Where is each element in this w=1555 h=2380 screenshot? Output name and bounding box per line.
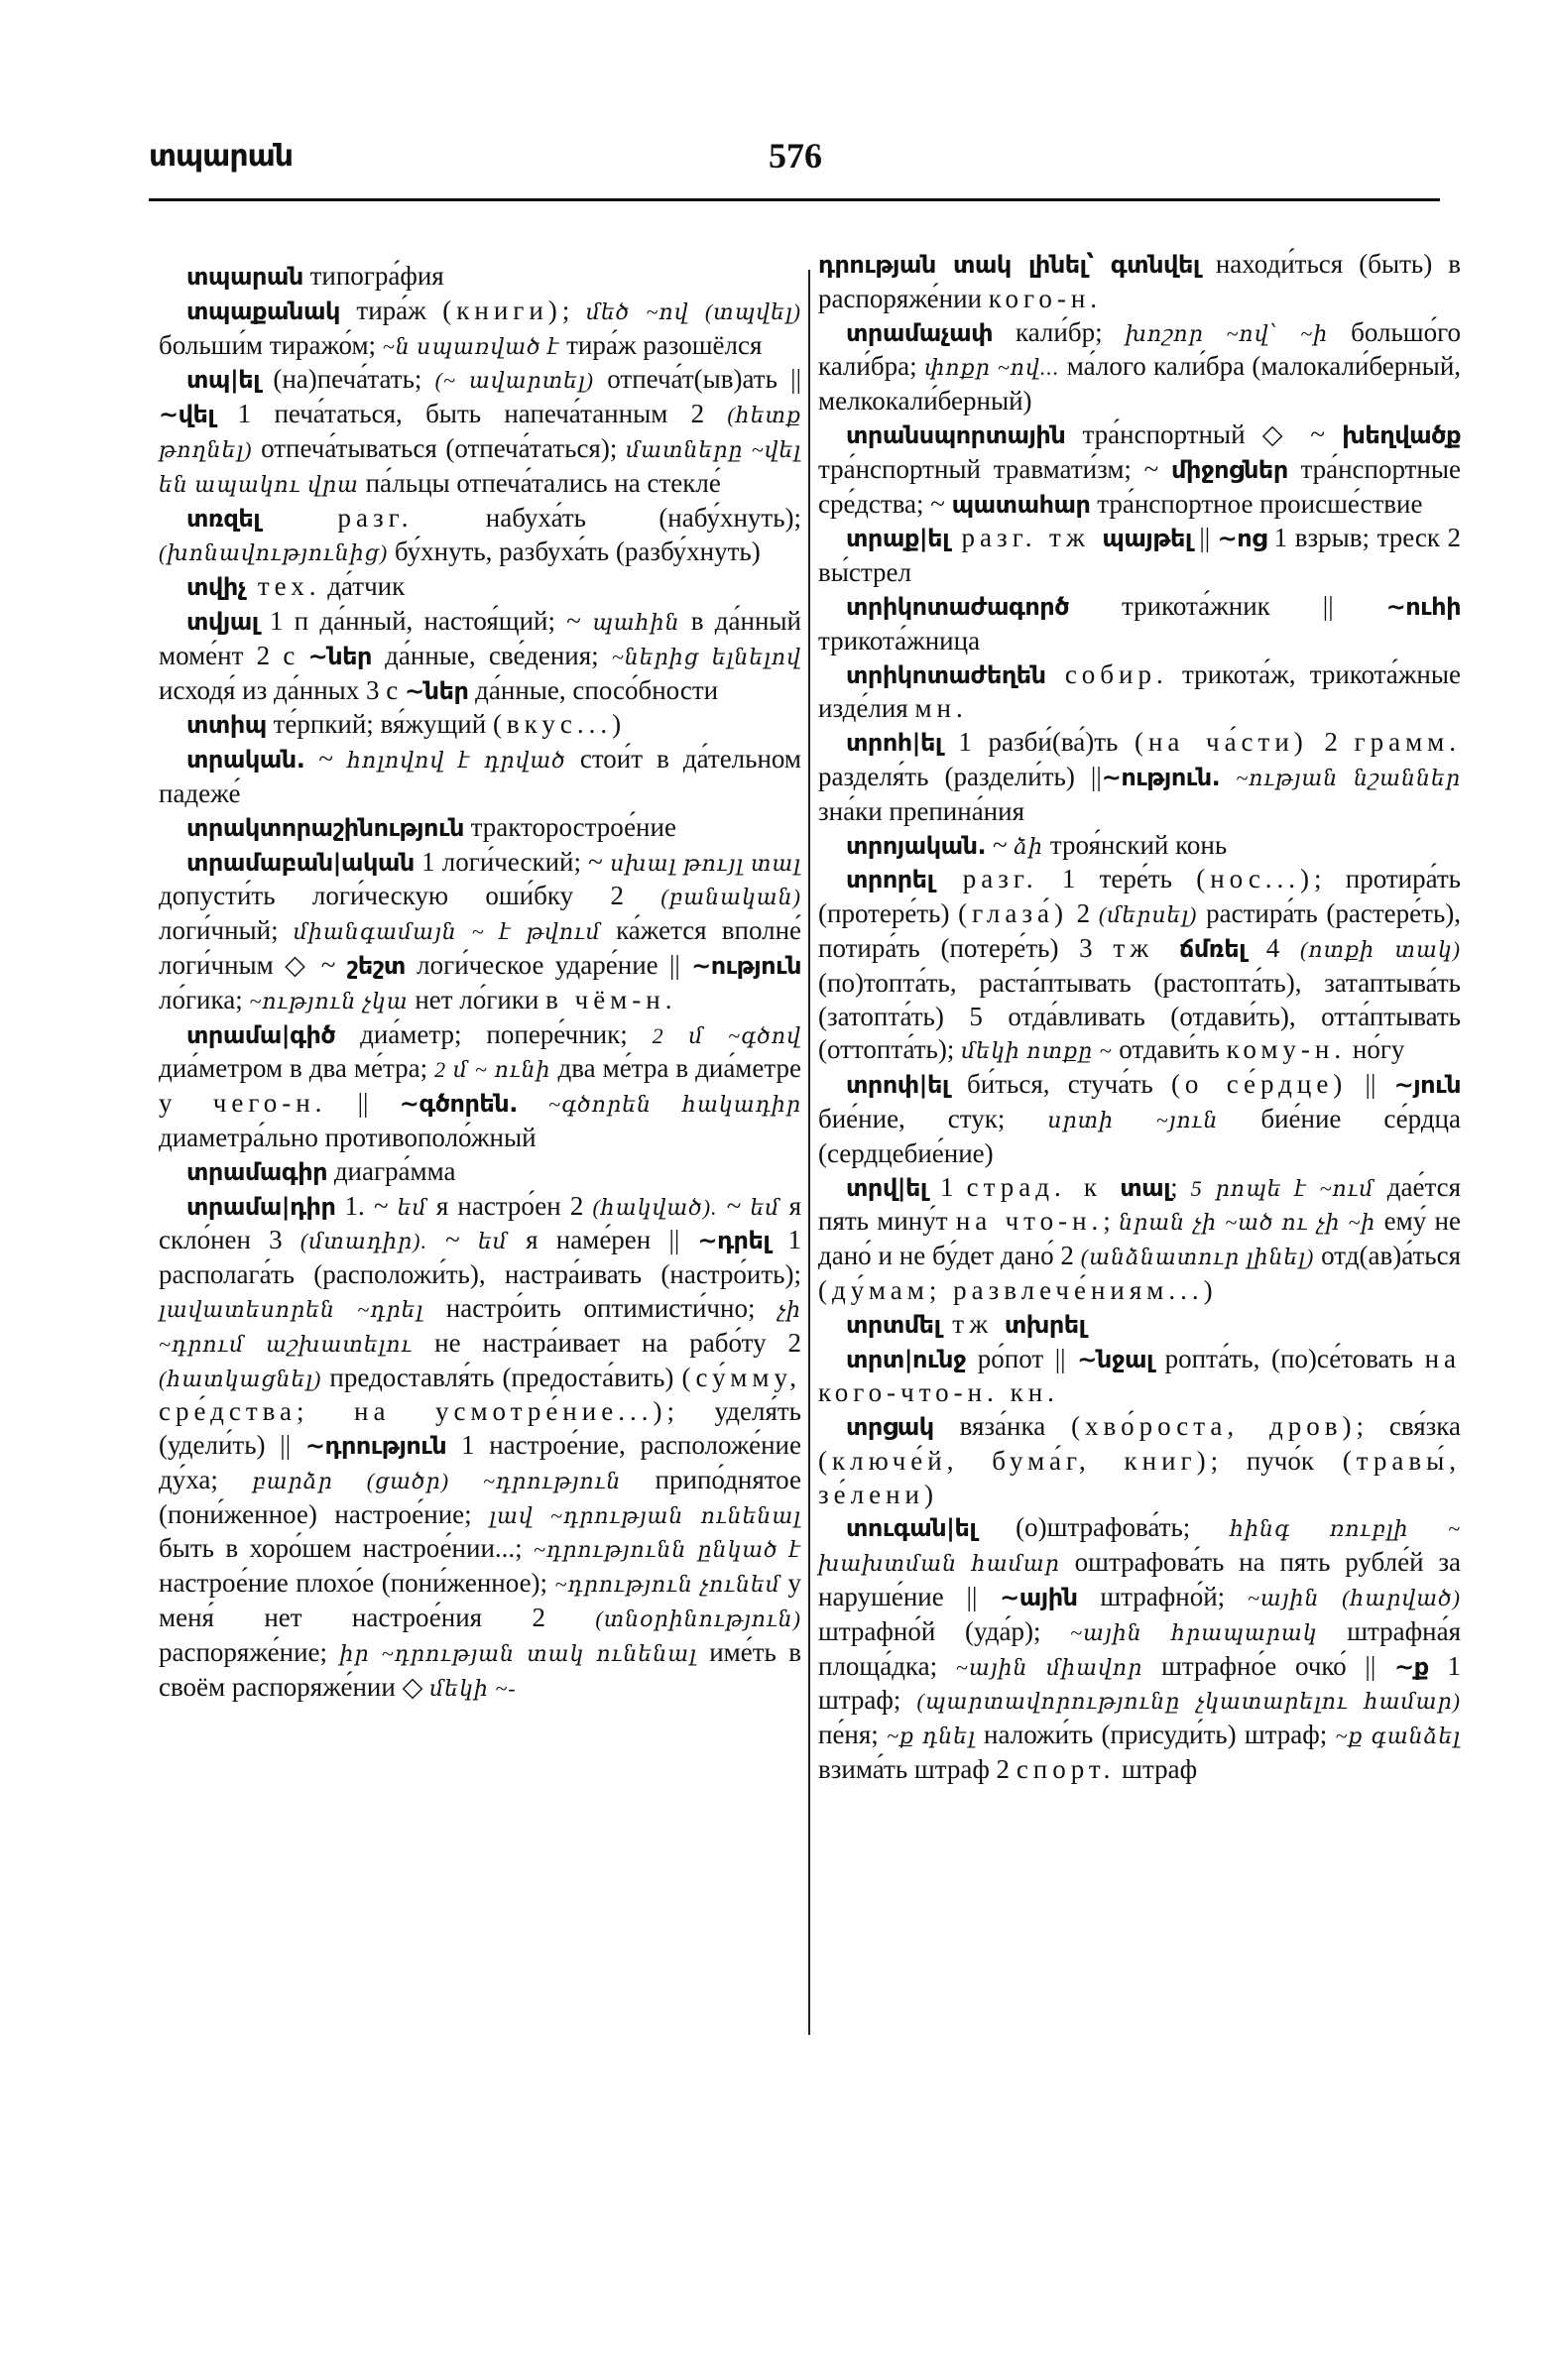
translation-text: нет ло́гики bbox=[408, 984, 546, 1014]
armenian-example: մատները ~վել են ապակու վրա bbox=[159, 436, 802, 497]
translation-text: трикота́жник || bbox=[1069, 590, 1386, 621]
translation-text: (на)печа́тать; bbox=[260, 364, 435, 395]
dictionary-entry bbox=[159, 502, 801, 571]
headword: ~ներ bbox=[405, 676, 469, 705]
headword: շեշտ bbox=[346, 951, 406, 980]
headword: ~նջալ bbox=[1077, 1345, 1153, 1373]
armenian-example: սխալ թույլ տալ bbox=[610, 850, 801, 876]
translation-text: ; свя́зка bbox=[1356, 1411, 1462, 1442]
headword: ~գծորեն. bbox=[399, 1090, 518, 1119]
translation-text: стои́т в да́тельном падеже́ bbox=[159, 744, 801, 808]
translation-text: припо́днятое (пони́женное) настрое́ние; bbox=[159, 1464, 801, 1529]
translation-text: дае́тся пять мину́т bbox=[818, 1171, 1461, 1237]
headword: տրամա|գիծ bbox=[186, 1020, 336, 1049]
translation-text: (су́мму, сре́дства; на усмотре́ние...) bbox=[159, 1362, 801, 1427]
armenian-example: իր ~դրության տակ ունենալ bbox=[339, 1640, 697, 1666]
translation-text: (ду́мам; развлече́ниям...) bbox=[818, 1274, 1218, 1305]
dictionary-entry bbox=[159, 570, 801, 605]
headword: տրվ|ել bbox=[846, 1173, 927, 1202]
dictionary-entry bbox=[818, 1068, 1461, 1170]
translation-text: да́тчик bbox=[320, 571, 406, 602]
armenian-example: (հետք թողնել) bbox=[159, 403, 801, 462]
translation-text: штрафно́е очко́ || bbox=[1142, 1650, 1395, 1681]
translation-text: оштрафова́ть на пять рубле́й за наруше́ние || bbox=[818, 1547, 1462, 1612]
translation-text: бие́ние, стук; bbox=[818, 1103, 1048, 1133]
headword: տվյալ bbox=[186, 607, 259, 636]
dictionary-entry bbox=[818, 726, 1461, 828]
headword: տրոյական. bbox=[846, 831, 987, 860]
armenian-example: չի ~դրում աշխատելու bbox=[159, 1296, 802, 1357]
headword: ~վել bbox=[159, 401, 215, 429]
translation-text: (о се́рдце) bbox=[1170, 1069, 1348, 1100]
translation-text: (травы́, зе́лени) bbox=[818, 1445, 1461, 1509]
dictionary-entry bbox=[159, 1155, 801, 1190]
dictionary-entry bbox=[159, 1190, 801, 1706]
translation-text: ка́жется вполне́ логи́чным ◇ ~ bbox=[159, 915, 802, 980]
translation-text: па́льцы отпеча́тались на стекле́ bbox=[358, 467, 721, 498]
translation-text: ; bbox=[561, 295, 586, 325]
armenian-example: մեկի ոտքը ~ bbox=[961, 1038, 1113, 1064]
armenian-example: 5 րոպե է ~ում bbox=[1190, 1175, 1375, 1201]
dictionary-entry bbox=[159, 260, 801, 295]
translation-text: типогра́фия bbox=[302, 261, 444, 291]
armenian-example: միանգամայն ~ է թվում bbox=[293, 919, 601, 945]
armenian-example: (մտադիր). bbox=[299, 1229, 427, 1254]
armenian-example: ~ային հրապարակ bbox=[1070, 1619, 1318, 1645]
dictionary-entry bbox=[818, 1171, 1461, 1308]
armenian-example: (հակված). bbox=[592, 1194, 718, 1220]
armenian-example: եմ bbox=[397, 1194, 427, 1220]
translation-text: 1 логи́ческий; ~ bbox=[414, 846, 611, 877]
armenian-example: ~ք դնել bbox=[887, 1724, 976, 1749]
armenian-example: ~դրությունն ընկած է bbox=[534, 1537, 801, 1563]
translation-text: ; пучо́к bbox=[1210, 1445, 1343, 1476]
headword: տրտ|ունջ bbox=[846, 1345, 967, 1373]
armenian-example: բարձր (ցածր) ~դրություն bbox=[252, 1468, 622, 1493]
translation-text: ; bbox=[1170, 1171, 1191, 1202]
translation-text: у чего-н. bbox=[159, 1088, 327, 1119]
running-head-guide-word: տպարան bbox=[149, 139, 294, 174]
translation-text: логи́ческое ударе́ние || bbox=[405, 949, 692, 980]
translation-text: грамм. bbox=[1354, 727, 1461, 758]
headword: ~ային bbox=[1000, 1584, 1078, 1612]
armenian-example: փոքր ~ով... bbox=[923, 355, 1060, 381]
armenian-example: (բանական) bbox=[660, 885, 801, 910]
translation-text bbox=[1220, 762, 1236, 791]
armenian-example: եմ bbox=[477, 1229, 508, 1254]
translation-text: штраф bbox=[1115, 1754, 1198, 1785]
translation-text: 1. ~ bbox=[335, 1190, 398, 1221]
translation-text: быть в хоро́шем настрое́нии...; bbox=[159, 1533, 535, 1564]
headword: տրորել bbox=[846, 866, 934, 894]
armenian-example: ~ության նշաններ bbox=[1236, 765, 1461, 790]
armenian-example: ~ային (հարված) bbox=[1247, 1586, 1461, 1611]
translation-text: ропта́ть, (по)се́товать bbox=[1152, 1343, 1425, 1373]
dictionary-entry bbox=[818, 418, 1461, 522]
translation-text: на кого-что-н. кн. bbox=[818, 1343, 1461, 1408]
headword: տռզել bbox=[186, 504, 261, 533]
translation-text: разг. bbox=[260, 502, 414, 533]
headword: տրոփ|ել bbox=[846, 1071, 949, 1100]
armenian-example: ~դրություն չունեմ bbox=[554, 1572, 781, 1598]
armenian-example: մեկի ~- bbox=[429, 1675, 517, 1701]
dictionary-entry bbox=[159, 846, 801, 1018]
translation-text: (нос...) bbox=[1196, 864, 1315, 894]
armenian-example: խոշոր ~ով՝ ~ի bbox=[1125, 320, 1329, 346]
dictionary-entry bbox=[159, 811, 801, 846]
translation-text: 1 bbox=[926, 1171, 967, 1202]
armenian-example: (հատկացնել) bbox=[159, 1366, 322, 1391]
translation-text: отпеча́тываться (отпеча́таться); bbox=[252, 432, 626, 463]
translation-text: диаметра́льно противополо́жный bbox=[159, 1122, 537, 1152]
armenian-example: (ոտքի տակ) bbox=[1300, 936, 1461, 962]
translation-text: бие́ние се́рдца (сердцебие́ние) bbox=[818, 1103, 1461, 1168]
dictionary-entry bbox=[818, 316, 1461, 418]
translation-text: кого-н. bbox=[988, 283, 1103, 313]
translation-text: разг. bbox=[933, 864, 1038, 894]
headword: ~դրություն bbox=[304, 1432, 447, 1461]
translation-text: троя́нский конь bbox=[1043, 829, 1228, 860]
translation-text: большо́го кали́бра; bbox=[818, 316, 1461, 382]
dictionary-entry bbox=[818, 590, 1461, 658]
translation-text: отд(ав)а́ться bbox=[1314, 1241, 1461, 1271]
header-rule bbox=[149, 198, 1440, 201]
translation-text: ро́пот || bbox=[966, 1343, 1078, 1373]
translation-text: допусти́ть логи́ческую оши́бку 2 bbox=[159, 881, 661, 911]
translation-text: два ме́тра в диа́метре bbox=[550, 1053, 801, 1084]
translation-text: штрафно́й (уда́р); bbox=[818, 1615, 1071, 1646]
headword: տրամագիր bbox=[186, 1157, 328, 1186]
translation-text: (по)топта́ть, раста́птывать (растопта́ть), затаптыва́ть (затопта́ть) 5 отда́вливать (отдави́ть), отта́птывать (оттопта́ть); bbox=[818, 967, 1461, 1065]
column-divider bbox=[808, 270, 810, 2035]
armenian-example: ~ային միավոր bbox=[955, 1654, 1143, 1680]
translation-text: вяза́нка bbox=[933, 1411, 1072, 1442]
headword: տրցակ bbox=[846, 1413, 934, 1442]
translation-text: || bbox=[1191, 523, 1218, 553]
translation-text: тж bbox=[940, 1308, 1005, 1339]
translation-text: взима́ть штраф 2 bbox=[818, 1754, 1017, 1785]
translation-text: ему́ не дано́ и не бу́дет дано́ 2 bbox=[818, 1206, 1461, 1271]
translation-text: да́нные, све́дения; bbox=[371, 640, 612, 670]
translation-text: (о)штрафова́ть; bbox=[976, 1512, 1231, 1543]
headword: ~ոց bbox=[1217, 525, 1267, 553]
translation-text: штрафно́й; bbox=[1077, 1582, 1248, 1612]
headword: միջոցներ bbox=[1171, 455, 1288, 484]
translation-text: ло́гика; bbox=[159, 984, 250, 1014]
headword: ~ներ bbox=[307, 642, 372, 670]
armenian-example: (մերսել) bbox=[1098, 902, 1198, 928]
translation-text: настро́ить оптимисти́чно; bbox=[423, 1292, 778, 1323]
translation-text: мн. bbox=[914, 693, 968, 724]
armenian-example: 2 մ ~գծով bbox=[652, 1022, 801, 1048]
translation-text: име́ть в своём распоряже́нии ◇ bbox=[159, 1636, 801, 1702]
translation-text: (глаза́) bbox=[958, 898, 1068, 929]
translation-text: (хво́роста, дров) bbox=[1071, 1411, 1357, 1442]
armenian-example: հոլովով է դրված bbox=[347, 748, 566, 774]
dictionary-entry bbox=[818, 829, 1461, 864]
translation-text: 4 bbox=[1246, 932, 1301, 963]
translation-text: кали́бр; bbox=[993, 316, 1126, 347]
translation-text: трикота́жница bbox=[818, 625, 981, 655]
translation-text: больши́м тиражо́м; bbox=[159, 329, 383, 360]
translation-text: ~ bbox=[426, 1225, 478, 1255]
dictionary-entry bbox=[159, 605, 801, 708]
armenian-example: լավատեսորեն ~դրել bbox=[159, 1296, 424, 1322]
translation-text: 2 bbox=[1067, 898, 1099, 929]
translation-text: || bbox=[1347, 1069, 1394, 1100]
armenian-example: ~ություն չկա bbox=[249, 988, 409, 1013]
headword: տրանսպորտային bbox=[846, 420, 1066, 449]
armenian-example: ~ք գանձել bbox=[1335, 1724, 1461, 1749]
translation-text: те́рпкий; вя́жущий bbox=[266, 709, 493, 740]
dictionary-entry bbox=[818, 863, 1461, 1068]
dictionary-entry bbox=[159, 743, 801, 811]
dictionary-entry bbox=[818, 1308, 1461, 1343]
translation-text: (книги) bbox=[442, 295, 562, 325]
dictionary-entry bbox=[818, 248, 1461, 316]
headword: տալ bbox=[1120, 1173, 1171, 1202]
translation-text: логи́чный; bbox=[159, 915, 294, 946]
dictionary-entry bbox=[159, 363, 801, 501]
headword: պայթել bbox=[1102, 525, 1192, 553]
translation-text: 1 разби́(ва́)ть bbox=[941, 727, 1135, 758]
headword: տրական. bbox=[186, 746, 305, 774]
armenian-example: նրան չի ~ած ու չի ~ի bbox=[1119, 1210, 1376, 1236]
translation-text: кому-н. bbox=[1226, 1034, 1347, 1065]
translation-text: 1 штраф; bbox=[818, 1650, 1461, 1716]
translation-text: ; уделя́ть (удели́ть) || bbox=[159, 1396, 801, 1461]
headword: ~ուհի bbox=[1385, 592, 1461, 621]
armenian-example: լավ ~դրության ունենալ bbox=[489, 1502, 801, 1528]
armenian-example: պահին bbox=[592, 609, 680, 635]
armenian-example: (պարտավորությունը չկատարելու համար) bbox=[916, 1689, 1461, 1715]
translation-text: собир. bbox=[1045, 658, 1168, 689]
armenian-example: ~ն սպառված է bbox=[382, 333, 560, 359]
armenian-example: ~գծորեն հակադիր bbox=[548, 1092, 801, 1118]
translation-text: отпеча́т(ыв)ать || bbox=[594, 364, 801, 395]
headword: տպ|ել bbox=[186, 366, 261, 395]
translation-text: (на ча́сти) bbox=[1134, 727, 1308, 758]
headword: տրոհ|ել bbox=[846, 729, 942, 758]
translation-text: тира́ж разошёлся bbox=[559, 329, 763, 360]
translation-text: бу́хнуть, разбуха́ть (разбу́хнуть) bbox=[388, 536, 761, 567]
translation-text: ма́лого кали́бра (малокали́берный, мелкокали́берный) bbox=[818, 351, 1462, 416]
dictionary-entry bbox=[159, 1018, 801, 1155]
translation-text: разделя́ть (раздели́ть) || bbox=[818, 761, 1102, 791]
translation-text: у меня́ нет настрое́ния 2 bbox=[159, 1568, 801, 1633]
translation-text: штрафна́я площа́дка; bbox=[818, 1615, 1461, 1681]
dictionary-entry bbox=[818, 1343, 1461, 1411]
right-column bbox=[818, 248, 1461, 1787]
translation-text: би́ться, стуча́ть bbox=[948, 1069, 1171, 1100]
headword: տրամաչափ bbox=[846, 318, 994, 347]
translation-text: набуха́ть (набу́хнуть); bbox=[413, 502, 802, 533]
armenian-example: 2 մ ~ ունի bbox=[434, 1057, 551, 1083]
headword: տրիկոտաժագործ bbox=[846, 592, 1070, 621]
armenian-example: մեծ ~ով (տպվել) bbox=[585, 298, 801, 324]
headword: ~ություն. bbox=[1101, 763, 1221, 791]
translation-text: я наме́рен || bbox=[507, 1225, 698, 1255]
translation-text: трикота́ж, трикота́жные изде́лия bbox=[818, 658, 1462, 724]
headword: տպարան bbox=[186, 263, 303, 291]
dictionary-entry bbox=[818, 658, 1461, 727]
headword: ~ություն bbox=[691, 951, 801, 980]
translation-text: исходя́ из да́нных 3 с bbox=[159, 674, 406, 705]
translation-text: спорт. bbox=[1016, 1754, 1116, 1785]
headword: տրամա|դիր bbox=[186, 1192, 336, 1221]
translation-text bbox=[518, 1088, 548, 1118]
armenian-example: (խոնավությունից) bbox=[159, 540, 389, 566]
translation-text: наложи́ть (присуди́ть) штраф; bbox=[975, 1720, 1336, 1750]
headword: դրության տակ լինել՝ գտնվել bbox=[818, 251, 1200, 279]
translation-text: растира́ть (растере́ть), потира́ть (потере́ть) 3 bbox=[818, 898, 1461, 963]
translation-text: || bbox=[326, 1088, 400, 1119]
dictionary-entry bbox=[159, 708, 801, 743]
translation-text: диа́метром в два ме́тра; bbox=[159, 1053, 435, 1084]
translation-text: но́гу bbox=[1346, 1034, 1405, 1065]
translation-text: диагра́мма bbox=[327, 1155, 456, 1186]
headword: տվիչ bbox=[186, 573, 247, 602]
armenian-example: եմ bbox=[750, 1194, 780, 1220]
translation-text: тра́нспортное происше́ствие bbox=[1090, 488, 1423, 519]
translation-text: ; bbox=[1103, 1206, 1120, 1237]
dictionary-entry bbox=[818, 1511, 1461, 1786]
translation-text: 2 bbox=[1307, 727, 1355, 758]
translation-text: диа́метр; попере́чник; bbox=[335, 1018, 653, 1049]
armenian-example: սրտի ~յուն bbox=[1047, 1107, 1219, 1132]
translation-text: 1 печа́таться, быть напеча́танным 2 bbox=[214, 399, 728, 429]
headword: տուգան|ել bbox=[846, 1514, 977, 1543]
armenian-example: (անձնատուր լինել) bbox=[1080, 1245, 1315, 1270]
dictionary-entry bbox=[818, 1410, 1461, 1511]
translation-text: разг. тж bbox=[949, 523, 1103, 553]
translation-text: тра́нспортные сре́дства; ~ bbox=[818, 453, 1461, 519]
headword: տրաք|ել bbox=[846, 525, 950, 553]
translation-text: тра́нспортный ◇ ~ bbox=[1065, 418, 1343, 449]
translation-text: зна́ки препина́ния bbox=[818, 795, 1024, 826]
translation-text: страд. к bbox=[966, 1171, 1121, 1202]
translation-text: ~ bbox=[304, 744, 348, 774]
translation-text: тракторострое́ние bbox=[463, 811, 676, 842]
translation-text: (вкус...) bbox=[492, 709, 627, 740]
translation-text: пе́ня; bbox=[818, 1720, 888, 1750]
left-column bbox=[159, 260, 801, 1705]
translation-text: я настро́ен 2 bbox=[426, 1190, 593, 1221]
translation-text: я скло́нен 3 bbox=[159, 1190, 802, 1255]
translation-text: тех. bbox=[246, 571, 321, 602]
headword: ~յուն bbox=[1393, 1071, 1461, 1100]
translation-text: 1 располага́ть (расположи́ть), настра́ивать (настро́ить); bbox=[159, 1225, 802, 1290]
translation-text: отдави́ть bbox=[1112, 1034, 1227, 1065]
translation-text: тра́нспортный травмати́зм; ~ bbox=[818, 453, 1172, 484]
translation-text: предоставля́ть (предоста́вить) bbox=[321, 1362, 682, 1392]
translation-text: на что-н. bbox=[955, 1206, 1104, 1237]
translation-text: не настра́ивает на рабо́ту 2 bbox=[413, 1327, 801, 1358]
headword: տպաքանակ bbox=[186, 297, 340, 325]
translation-text: (ключе́й, бума́г, книг) bbox=[818, 1445, 1211, 1476]
headword: տտիպ bbox=[186, 711, 267, 740]
translation-text: 1 взрыв; треск 2 вы́стрел bbox=[818, 523, 1461, 588]
translation-text: в чём-н. bbox=[545, 984, 677, 1014]
page-number: 576 bbox=[769, 136, 822, 176]
translation-text: распоряже́ние; bbox=[159, 1636, 340, 1667]
headword: տխրել bbox=[1004, 1310, 1086, 1339]
translation-text: 1 п да́нный, настоя́щий; ~ bbox=[258, 605, 593, 636]
dictionary-entry bbox=[159, 295, 801, 364]
armenian-example: ~ներից ելնելով bbox=[611, 644, 801, 669]
armenian-example: (~ ավարտել) bbox=[434, 368, 594, 394]
translation-text: да́нные, спосо́бности bbox=[468, 674, 719, 705]
armenian-example: ձի bbox=[1014, 833, 1044, 859]
translation-text: ~ bbox=[717, 1190, 751, 1221]
translation-text: тира́ж bbox=[339, 295, 443, 325]
translation-text: настрое́ние плохо́е (пони́женное); bbox=[159, 1568, 555, 1599]
headword: տրտմել bbox=[846, 1310, 941, 1339]
headword: ~ք bbox=[1394, 1652, 1429, 1681]
headword: ~դրել bbox=[697, 1227, 771, 1255]
translation-text: 1 тере́ть bbox=[1037, 864, 1197, 894]
headword: տրակտորաշինություն bbox=[186, 813, 464, 842]
headword: ճմռել bbox=[1178, 934, 1247, 963]
headword: խեղվածք bbox=[1342, 420, 1461, 449]
headword: տրիկոտաժեղեն bbox=[846, 660, 1046, 689]
translation-text: находи́ться (быть) в распоряже́нии bbox=[818, 249, 1461, 313]
headword: տրամաբան|ական bbox=[186, 848, 415, 877]
dictionary-entry bbox=[818, 522, 1461, 590]
translation-text: 1 настрое́ние, расположе́ние ду́ха; bbox=[159, 1430, 801, 1494]
translation-text: ~ bbox=[986, 829, 1015, 860]
translation-text: в да́нный моме́нт 2 с bbox=[159, 605, 801, 670]
headword: պատահար bbox=[951, 490, 1091, 519]
translation-text: тж bbox=[1113, 932, 1179, 963]
armenian-example: (տնօրինություն) bbox=[595, 1606, 801, 1632]
armenian-example: հինգ ռուբլի ~ խախտման համար bbox=[818, 1516, 1461, 1577]
translation-text: ; протира́ть (протере́ть) bbox=[818, 864, 1462, 929]
